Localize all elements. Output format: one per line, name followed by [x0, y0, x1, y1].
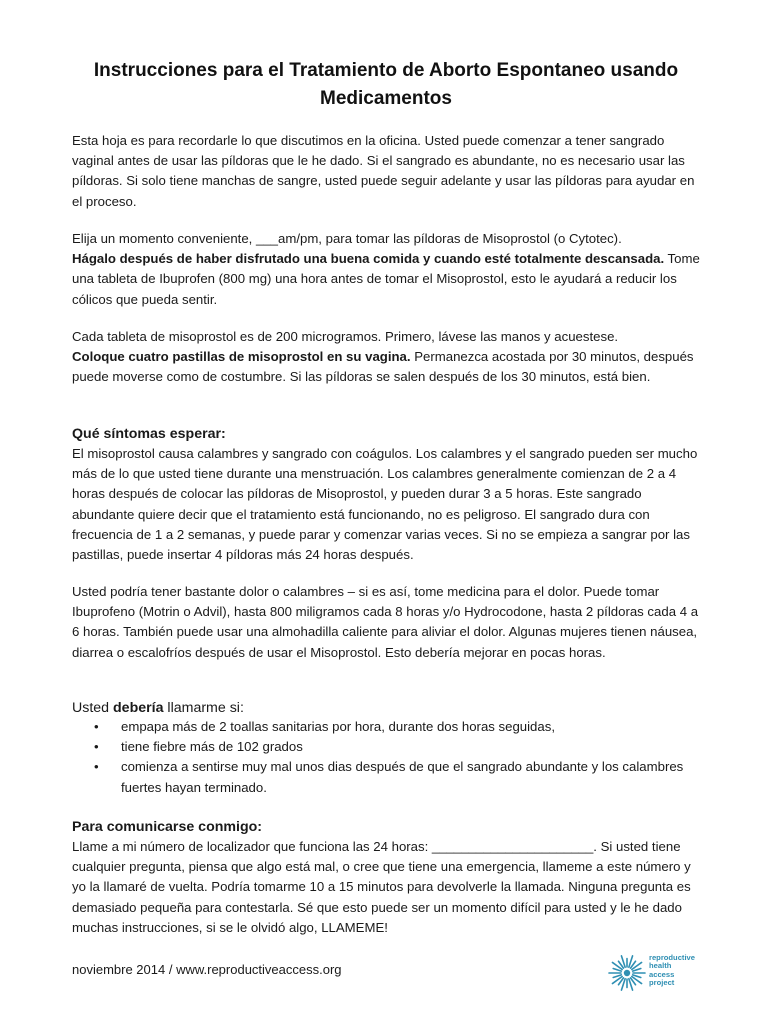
document-title: Instrucciones para el Tratamiento de Aborto Espontaneo usando Medicamentos: [93, 60, 679, 109]
footer-text: noviembre 2014 / www.reproductiveaccess.org: [72, 962, 342, 977]
symptoms-heading: Qué síntomas esperar:: [72, 426, 226, 442]
contact-heading: Para comunicarse conmigo:: [72, 819, 263, 835]
dosage-text-cont: Permanezca acostada por 30 minutos, después puede moverse como de costumbre. Si las píldoras se salen después de los 30 minutos, está bien.: [72, 349, 694, 385]
rhap-logo: [607, 953, 702, 997]
list-item: • comienza a sentirse muy mal unos dias después de que el sangrado abundante y los calambres fuertes hayan terminado.: [94, 759, 684, 795]
timing-bold-text: Hágalo después de haber disfrutado una buena comida y cuando esté totalmente descansada.: [72, 251, 665, 267]
bullet-icon: •: [94, 739, 99, 755]
symptoms-paragraph: El misoprostol causa calambres y sangrado con coágulos. Los calambres y el sangrado pueden ser mucho más de lo que usted tiene durante una menstruación. Los calambres generalmente comienzan de 2 a 4 horas después de colocar las píldoras de Misoprostol, y pueden durar 3 a 5 horas. Este sangrado abundante quiere decir que el tratamiento está funcionando, no es peligroso. El sangrado dura con frecuencia de 1 a 2 semanas, y puede parar y comenzar varias veces. Si no se empieza a sangrar por las pastillas, puede insertar 4 píldoras más 24 horas después.: [72, 446, 698, 563]
intro-paragraph: Esta hoja es para recordarle lo que discutimos en la oficina. Usted puede comenzar a tener sangrado vaginal antes de usar las píldoras que le he dado. Si el sangrado es abundante, no es necesario usar las píldoras. Si solo tiene manchas de sangre, usted puede seguir adelante y usar las píldoras para ayudar en el proceso.: [72, 133, 695, 209]
dosage-paragraph: [72, 327, 700, 388]
timing-paragraph: [72, 229, 700, 310]
call-heading: Usted debería llamarme si:: [72, 700, 244, 716]
contact-paragraph: Llame a mi número de localizador que funciona las 24 horas: ______________________. Si usted tiene cualquier pregunta, piensa que algo está mal, o cree que tiene una emergencia, llameme a este número y yo la llamaré de vuelta. Podría tomarme 10 a 15 minutos para devolverle la llamada. Ninguna pregunta es demasiado pequeña para contestarla. Sé que esto puede ser un momento difícil para usted y le he dado muchas instrucciones, si se le olvidó algo, LLAMEME!: [72, 839, 691, 935]
list-item: • empapa más de 2 toallas sanitarias por hora, durante dos horas seguidas,: [72, 717, 700, 737]
pain-paragraph: Usted podría tener bastante dolor o calambres – si es así, tome medicina para el dolor. Puede tomar Ibuprofeno (Motrin o Advil), hasta 800 miligramos cada 8 horas y/o Hydrocodone, hasta 2 píldoras cada 4 a 6 horas. También puede usar una almohadilla caliente para aliviar el dolor. Algunas mujeres tienen náusea, diarrea o escalofríos después de usar el Misoprostol. Esto debería mejorar en pocas horas.: [72, 584, 699, 660]
list-item: • tiene fiebre más de 102 grados: [72, 737, 700, 757]
bullet-icon: •: [94, 719, 99, 734]
dosage-text: Cada tableta de misoprostol es de 200 microgramos. Primero, lávese las manos y acuestese.: [72, 329, 619, 344]
call-conditions-list: [72, 717, 700, 798]
sunburst-logo-icon: [607, 953, 647, 993]
logo-text: reproductive health access project: [649, 953, 695, 988]
dosage-bold-text: Coloque cuatro pastillas de misoprostol en su vagina.: [72, 349, 411, 365]
timing-text-cont: Tome una tableta de Ibuprofen (800 mg) una hora antes de tomar el Misoprostol, esto le ayudará a reducir los cólicos que pueda sentir.: [72, 251, 700, 307]
bullet-icon: •: [94, 759, 99, 775]
timing-text: Elija un momento conveniente, ___am/pm, para tomar las píldoras de Misoprostol (o Cytotec).: [72, 231, 622, 246]
